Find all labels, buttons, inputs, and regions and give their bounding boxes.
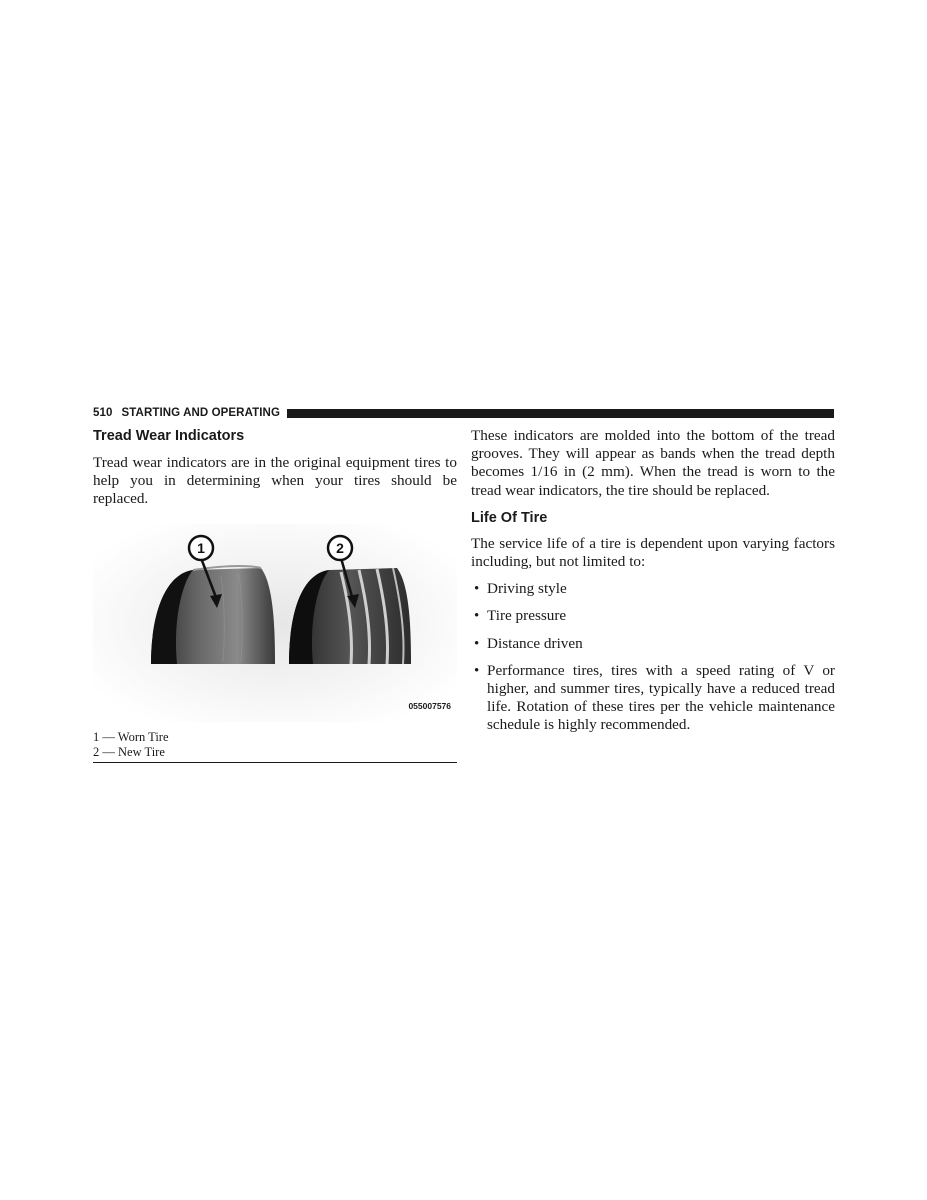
list-item: • Distance driven	[474, 634, 583, 652]
page-number: 510	[93, 407, 113, 419]
indicators-paragraph: These indicators are molded into the bottom of the tread grooves. They will appear as bands when the tread depth becomes 1/16 in (2 mm). When the tread is worn to the tread wear indicators, the tire should be replaced.	[471, 427, 835, 499]
list-item: • Driving style	[474, 580, 567, 598]
tread-wear-paragraph: Tread wear indicators are in the original equipment tires to help you in determining when your tires should be replaced.	[93, 454, 457, 508]
tread-wear-heading: Tread Wear Indicators	[93, 428, 245, 444]
factor-list	[471, 580, 835, 734]
header-rule	[287, 409, 834, 418]
tire-figure	[93, 524, 457, 722]
legend-item-new: 2 — New Tire	[93, 744, 165, 759]
bullet-icon: •	[474, 635, 480, 652]
left-column	[93, 427, 457, 763]
figure-legend	[93, 730, 457, 763]
figure-code: 055007576	[408, 700, 451, 711]
life-of-tire-heading: Life Of Tire	[471, 509, 548, 526]
legend-item-worn: 1 — Worn Tire	[93, 729, 169, 744]
page-header	[93, 405, 834, 421]
section-title: STARTING AND OPERATING	[121, 407, 281, 419]
right-column	[471, 427, 835, 744]
tire-illustration	[93, 524, 457, 722]
life-of-tire-paragraph: The service life of a tire is dependent upon varying factors including, but not limited to:	[471, 534, 835, 571]
bullet-icon: •	[474, 581, 480, 598]
list-item: • Tire pressure	[474, 607, 567, 625]
callout-2: 2	[336, 539, 344, 556]
bullet-icon: •	[474, 662, 480, 679]
list-item: • Performance tires, tires with a speed rating of V or higher, and summer tires, typically have a reduced tread life. Rotation of these tires per the vehicle maintenance schedule is highly recommended.	[474, 661, 835, 734]
callout-1: 1	[197, 539, 205, 556]
bullet-icon: •	[474, 608, 480, 625]
